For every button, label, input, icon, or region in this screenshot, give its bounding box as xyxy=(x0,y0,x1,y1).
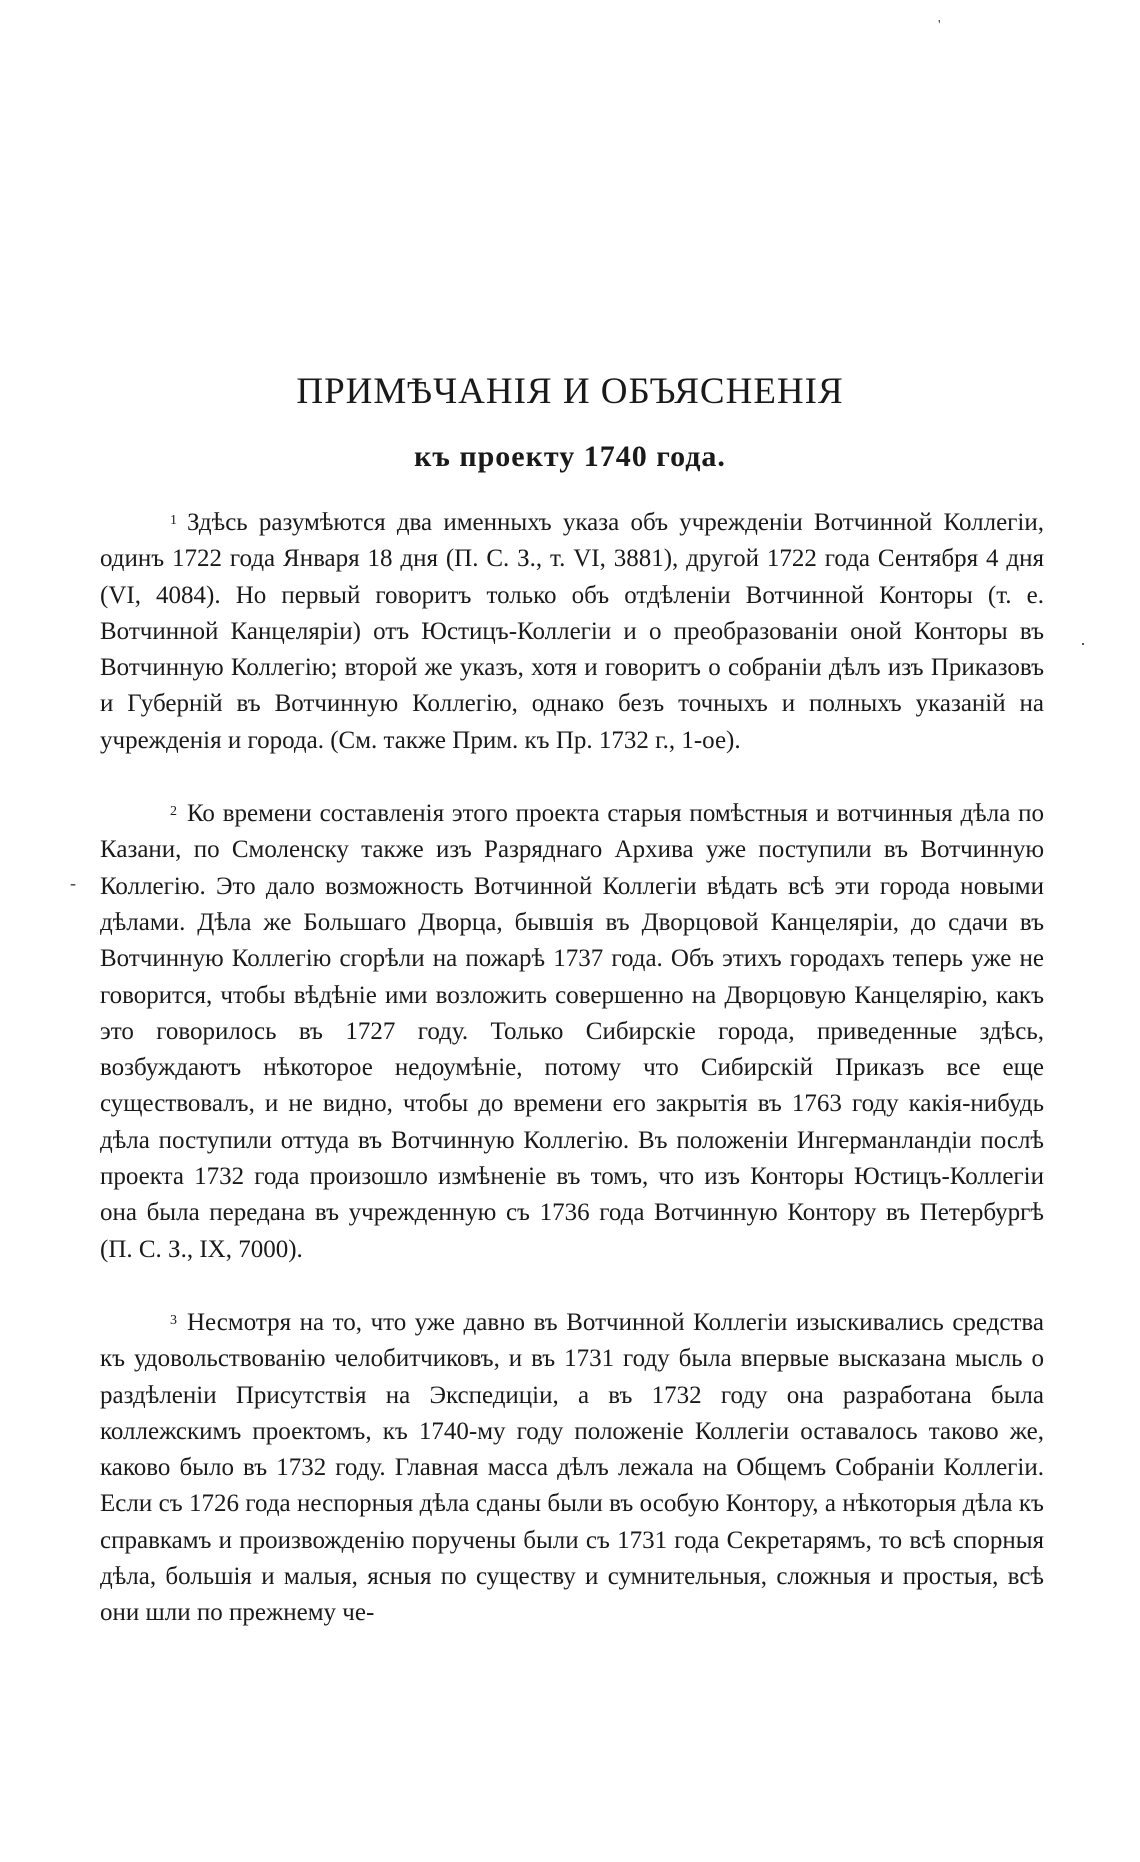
note-number: 1 xyxy=(170,513,177,528)
note-3 xyxy=(100,1305,1044,1632)
note-text: Несмотря на то, что уже давно въ Вотчинной Коллегіи изыскивались средства къ удовольствованію челобитчиковъ, и въ 1731 году была впервые высказана мысль о раздѣленіи Присутствія на Экспедиціи, а въ 1732 году она разработана была коллежскимъ проектомъ, къ 1740-му году положеніе Коллегіи оставалось таково же, каково было въ 1732 году. Главная масса дѣлъ лежала на Общемъ Собраніи Коллегіи. Если съ 1726 года неспорныя дѣла сданы были въ особую Контору, а нѣкоторыя дѣла къ справкамъ и произвожденію поручены были съ 1731 года Секретарямъ, то всѣ спорныя дѣла, большія и малыя, ясныя по существу и сумнительныя, сложныя и простыя, всѣ они шли по прежнему че- xyxy=(100,1308,1044,1627)
note-2 xyxy=(100,796,1044,1268)
margin-mark: ' xyxy=(938,18,941,33)
margin-mark: · xyxy=(1080,634,1086,654)
note-1 xyxy=(100,505,1044,759)
note-number: 3 xyxy=(170,1312,177,1328)
note-text: Ко времени составленія этого проекта старыя помѣстныя и вотчинныя дѣла по Казани, по Смоленску также изъ Разряднаго Архива уже поступили въ Вотчинную Коллегію. Это дало возможность Вотчинной Коллегіи вѣдать всѣ эти города новыми дѣлами. Дѣла же Большаго Дворца, бывшія въ Дворцовой Канцеляріи, до сдачи въ Вотчинную Коллегію сгорѣли на пожарѣ 1737 года. Объ этихъ городахъ теперь уже не говорится, чтобы вѣдѣніе ими возложить совершенно на Дворцовую Канцелярію, какъ это говорилось въ 1727 году. Только Сибирскіе города, приведенные здѣсь, возбуждаютъ нѣкоторое недоумѣніе, потому что Сибирскій Приказъ все еще существовалъ, и не видно, чтобы до времени его закрытія въ 1763 году какія-нибудь дѣла поступили оттуда въ Вотчинную Коллегію. Въ положеніи Ингерманландіи послѣ проекта 1732 года произошло измѣненіе въ томъ, что изъ Конторы Юстицъ-Коллегіи она была передана въ учрежденную съ 1736 года Вотчинную Контору въ Петербургѣ (П. С. З., IX, 7000). xyxy=(100,800,1044,1263)
page-subtitle: къ проекту 1740 года. xyxy=(414,440,726,473)
note-text: Здѣсь разумѣются два именныхъ указа объ учрежденіи Вотчинной Коллегіи, одинъ 1722 года Января 18 дня (П. С. З., т. VI, 3881), другой 1722 года Сентября 4 дня (VI, 4084). Но первый говоритъ только объ отдѣленіи Вотчинной Конторы (т. е. Вотчинной Канцеляріи) отъ Юстицъ-Коллегіи и о преобразованіи оной Конторы въ Вотчинную Коллегію; второй же указъ, хотя и говоритъ о собраніи дѣлъ изъ Приказовъ и Губерній въ Вотчинную Коллегію, однако безъ точныхъ и полныхъ указаній на учрежденія и города. (См. также Прим. къ Пр. 1732 г., 1-ое). xyxy=(100,509,1044,754)
page-title: ПРИМѢЧАНІЯ И ОБЪЯСНЕНІЯ xyxy=(296,371,844,412)
notes-section xyxy=(100,505,1044,1632)
margin-mark: - xyxy=(70,873,76,893)
note-number: 2 xyxy=(170,804,177,820)
